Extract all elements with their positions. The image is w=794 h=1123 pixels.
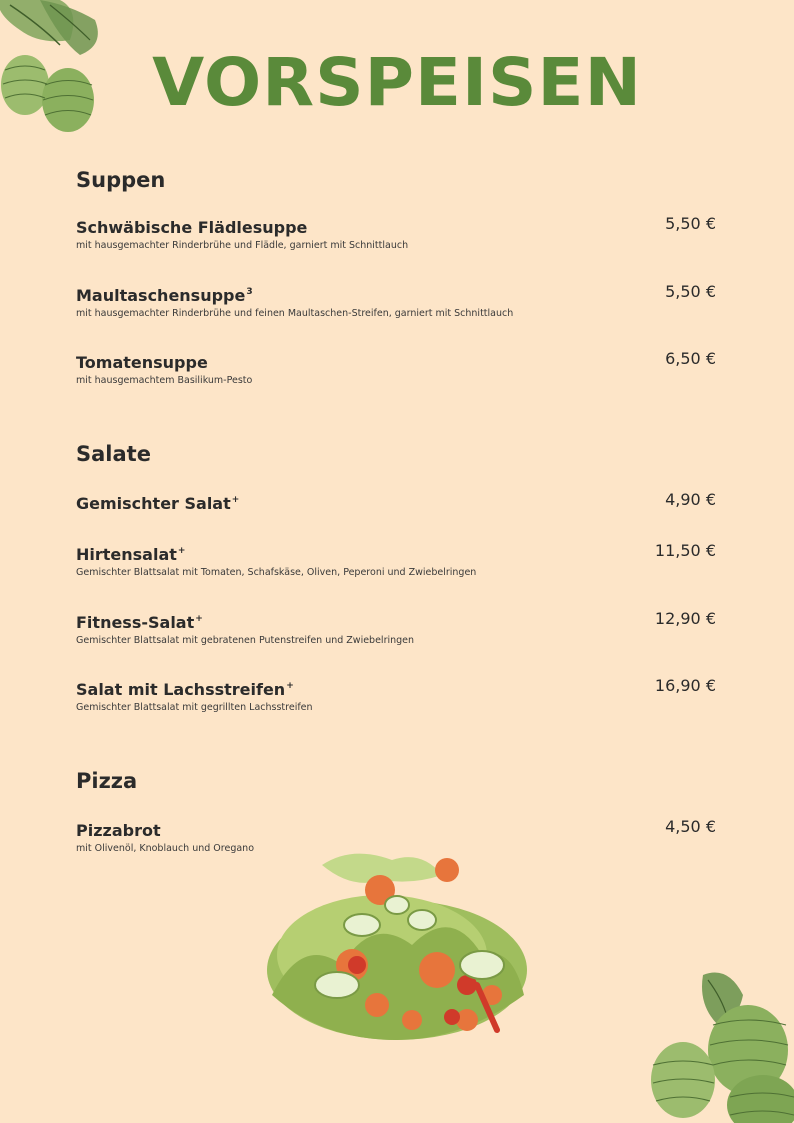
menu-item bbox=[76, 609, 716, 647]
item-name: Gemischter Salat+ bbox=[76, 494, 240, 513]
item-description: Gemischter Blattsalat mit Tomaten, Schafskäse, Oliven, Peperoni und Zwiebelringen bbox=[76, 567, 477, 578]
item-price: 4,50 € bbox=[665, 817, 716, 836]
hops-bottom-right-icon bbox=[648, 965, 794, 1123]
item-name: Salat mit Lachsstreifen+ bbox=[76, 680, 294, 699]
salad-illustration-icon bbox=[262, 845, 532, 1050]
menu-item bbox=[76, 214, 716, 252]
item-price: 6,50 € bbox=[665, 349, 716, 368]
item-name: Schwäbische Flädlesuppe bbox=[76, 218, 308, 237]
item-description: mit hausgemachtem Basilikum-Pesto bbox=[76, 375, 253, 386]
item-description: Gemischter Blattsalat mit gebratenen Putenstreifen und Zwiebelringen bbox=[76, 635, 415, 646]
item-price: 5,50 € bbox=[665, 282, 716, 301]
menu-item bbox=[76, 282, 716, 320]
menu-item bbox=[76, 541, 716, 579]
menu-item bbox=[76, 676, 716, 714]
item-name: Maultaschensuppe$^3$ bbox=[76, 286, 253, 305]
item-description: Gemischter Blattsalat mit gegrillten Lachsstreifen bbox=[76, 702, 313, 713]
item-name: Fitness-Salat+ bbox=[76, 613, 203, 632]
section-title-suppen: Suppen bbox=[76, 168, 166, 192]
item-description: mit hausgemachter Rinderbrühe und Flädle, garniert mit Schnittlauch bbox=[76, 240, 409, 251]
item-price: 5,50 € bbox=[665, 214, 716, 233]
item-name: Pizzabrot bbox=[76, 821, 161, 840]
item-price: 12,90 € bbox=[654, 609, 716, 628]
item-description: mit hausgemachter Rinderbrühe und feinen Maultaschen-Streifen, garniert mit Schnittlauch bbox=[76, 308, 514, 319]
item-price: 11,50 € bbox=[654, 541, 716, 560]
item-name: Tomatensuppe bbox=[76, 353, 208, 372]
page-title: VORSPEISEN bbox=[152, 44, 642, 121]
item-description: mit Olivenöl, Knoblauch und Oregano bbox=[76, 843, 255, 854]
menu-item bbox=[76, 490, 716, 515]
item-price: 4,90 € bbox=[665, 490, 716, 509]
section-title-pizza: Pizza bbox=[76, 769, 138, 793]
item-price: 16,90 € bbox=[654, 676, 716, 695]
section-title-salate: Salate bbox=[76, 442, 151, 466]
item-name: Hirtensalat+ bbox=[76, 545, 186, 564]
menu-item bbox=[76, 349, 716, 387]
